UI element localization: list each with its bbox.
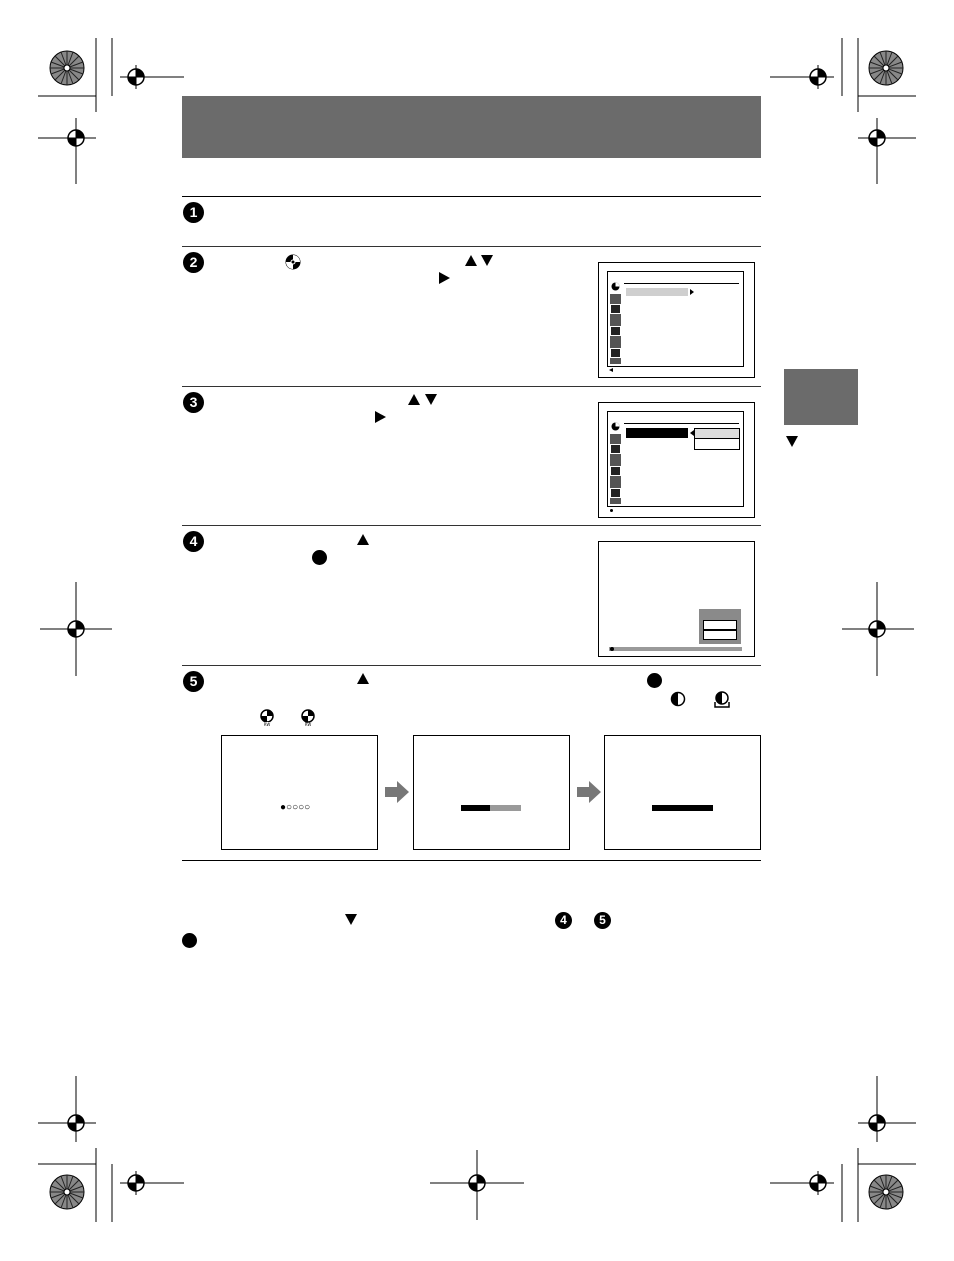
down-triangle-icon	[345, 914, 357, 925]
flow-arrow-icon	[577, 781, 601, 803]
disc-half-icon	[670, 691, 686, 712]
step-divider-3	[182, 525, 761, 526]
up-triangle-icon	[465, 255, 477, 266]
step-number-1: 1	[183, 202, 204, 223]
svg-text:RW: RW	[263, 722, 271, 727]
step-ref-5-icon: 5	[594, 912, 611, 929]
step-number-2: 2	[183, 252, 204, 273]
lcd-screen-submenu	[598, 402, 755, 518]
right-triangle-icon	[375, 411, 386, 423]
down-triangle-icon	[425, 394, 437, 405]
header-bar	[182, 96, 761, 158]
menu-frame	[607, 271, 744, 367]
indicator-dot	[610, 647, 614, 651]
confirm-option-1[interactable]	[703, 620, 737, 630]
step-divider-4	[182, 665, 761, 666]
status-bar	[609, 647, 742, 651]
disc-rw-finalize-icon	[299, 709, 317, 732]
lcd-screen-confirm	[598, 541, 755, 657]
step-number-3: 3	[183, 392, 204, 413]
continue-down-icon	[786, 436, 798, 447]
up-triangle-icon	[357, 534, 369, 545]
menu-item-highlight[interactable]	[626, 288, 688, 296]
center-button-icon	[647, 673, 662, 688]
calendar-menu-icon	[610, 348, 621, 358]
camera-menu-icon	[610, 444, 621, 454]
step-number-4: 4	[183, 531, 204, 552]
camera-menu-icon	[610, 304, 621, 314]
flow-arrow-icon	[385, 781, 409, 803]
step-number-5: 5	[183, 671, 204, 692]
section-rule-bottom	[182, 860, 761, 861]
toolbox-menu-icon	[610, 466, 621, 476]
side-section-tab	[784, 369, 858, 425]
lcd-screen-menu	[598, 262, 755, 378]
disc-finalize-icon	[713, 690, 731, 713]
submenu-arrow-icon	[690, 289, 694, 295]
right-triangle-icon	[439, 272, 450, 284]
toolbox-menu-icon	[610, 326, 621, 336]
lcd-screen-format-progress	[413, 735, 570, 850]
lcd-screen-format-complete	[604, 735, 761, 850]
disc-setup-icon	[285, 254, 301, 275]
back-arrow-icon	[609, 368, 613, 372]
menu-icon-column	[610, 434, 621, 504]
calendar-menu-icon	[610, 488, 621, 498]
indicator-dot	[610, 509, 613, 512]
progress-bar-track	[461, 805, 521, 811]
confirm-option-2[interactable]	[703, 630, 737, 640]
section-rule-top	[182, 196, 761, 197]
option-highlight[interactable]	[695, 429, 739, 439]
menu-item-selected[interactable]	[626, 428, 688, 438]
center-button-icon	[182, 933, 197, 948]
menu-title-rule	[624, 283, 739, 284]
menu-icon-column	[610, 294, 621, 364]
lcd-screen-format-start	[221, 735, 378, 850]
svg-text:RW: RW	[304, 722, 312, 727]
progress-bar-fill	[461, 805, 490, 811]
submenu-options	[694, 428, 740, 450]
step-divider-2	[182, 386, 761, 387]
up-triangle-icon	[357, 673, 369, 684]
confirm-dialog	[699, 609, 741, 644]
step-divider-1	[182, 246, 761, 247]
menu-frame	[607, 411, 744, 507]
menu-title-rule	[624, 423, 739, 424]
progress-dots: ●○○○○	[280, 802, 311, 813]
center-button-icon	[312, 550, 327, 565]
down-triangle-icon	[481, 255, 493, 266]
up-triangle-icon	[408, 394, 420, 405]
step-ref-4-icon: 4	[555, 912, 572, 929]
disc-rw-icon	[259, 709, 275, 732]
progress-bar-full	[652, 805, 713, 811]
